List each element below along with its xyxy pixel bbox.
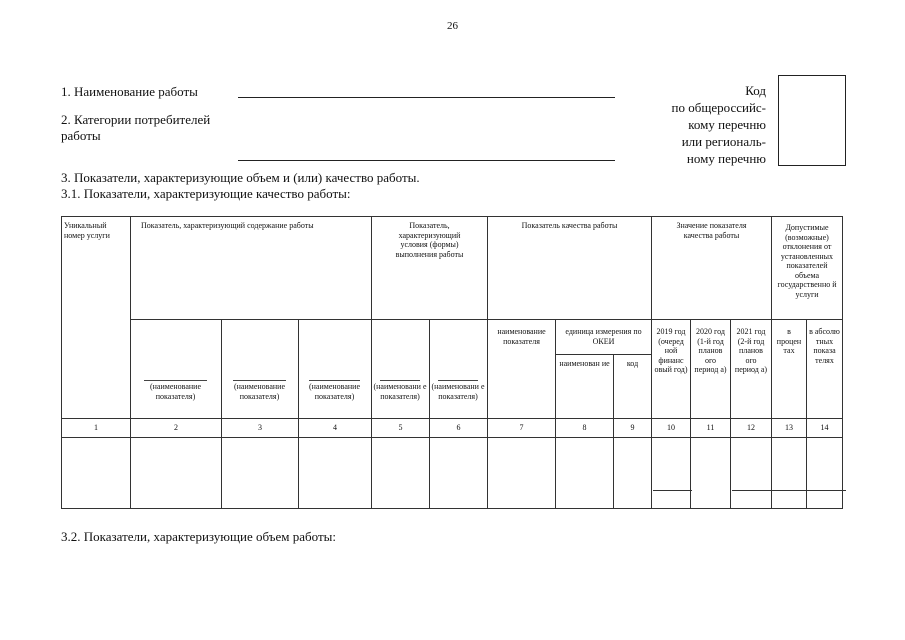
row-divider [653,490,692,491]
condition-indicator-2-label [429,380,487,401]
column-number: 11 [691,419,731,438]
value-2019: 2019 год (очеред ной финанс овый год) [652,320,691,419]
content-indicator-2 [222,320,299,419]
code-line: по общероссийс- [671,100,766,115]
column-number: 9 [614,419,652,438]
consumer-categories-line2: работы [61,128,101,143]
code-label [648,82,766,167]
header-content-indicator: Показатель, характеризующий содержание работы [131,217,372,320]
indicator-name-text: (наименовани е показателя) [431,382,485,401]
content-indicator-1-label [130,380,221,401]
section-3-1-heading: 3.1. Показатели, характеризующие качество работы: [61,186,351,201]
deviation-percent: в процен тах [772,320,807,419]
data-cell[interactable] [222,438,299,509]
quality-indicator-name: наименование показателя [488,320,556,419]
condition-indicator-1 [372,320,430,419]
data-cell[interactable] [372,438,430,509]
column-number: 7 [488,419,556,438]
column-number: 6 [430,419,488,438]
content-indicator-1 [131,320,222,419]
quality-unit-code: код [614,355,652,419]
code-box [778,75,846,166]
data-cell[interactable] [556,438,614,509]
data-cell[interactable] [691,438,731,509]
value-2021: 2021 год (2-й год планов ого период а) [731,320,772,419]
data-cell[interactable] [772,438,807,509]
data-cell[interactable] [430,438,488,509]
header-quality-value: Значение показателя качества работы [652,217,772,320]
blank-line [233,380,287,381]
column-number: 13 [772,419,807,438]
code-line: Код [745,83,766,98]
column-number: 5 [372,419,430,438]
header-unique-number: Уникальный номер услуги [62,217,131,419]
data-cell[interactable] [807,438,843,509]
header-quality-indicator: Показатель качества работы [488,217,652,320]
column-number: 4 [299,419,372,438]
quality-table [61,216,843,509]
data-cell[interactable] [652,438,691,509]
section-3-heading: 3. Показатели, характеризующие объем и (или) качество работы. [61,170,420,185]
data-cell[interactable] [731,438,772,509]
column-number: 3 [222,419,299,438]
condition-indicator-1-label [371,380,429,401]
data-cell[interactable] [299,438,372,509]
indicator-name-text: (наименование показателя) [308,382,360,401]
deviation-absolute: в абсолю тных показа телях [807,320,843,419]
section-3-2-heading: 3.2. Показатели, характеризующие объем работы: [61,529,336,544]
content-indicator-2-label [221,380,298,401]
indicator-name-text: (наименовани е показателя) [373,382,427,401]
blank-line [144,380,208,381]
content-indicator-3 [299,320,372,419]
consumer-categories-line [238,160,615,161]
consumer-categories-line1: 2. Категории потребителей [61,112,211,127]
code-line: или региональ- [681,134,766,149]
column-number: 1 [62,419,131,438]
indicator-name-text: (наименование показателя) [233,382,285,401]
code-line: кому перечню [688,117,766,132]
quality-unit-okei: единица измерения по ОКЕИ [556,320,652,355]
code-line: ному перечню [686,151,766,166]
value-2020: 2020 год (1-й год планов ого период а) [691,320,731,419]
consumer-categories-label [61,112,210,144]
blank-line [380,380,421,381]
quality-unit-name: наименован ие [556,355,614,419]
content-indicator-3-label [298,380,371,401]
work-name-label: 1. Наименование работы [61,84,198,99]
column-number: 12 [731,419,772,438]
data-cell[interactable] [614,438,652,509]
indicator-name-text: (наименование показателя) [149,382,201,401]
column-number: 2 [131,419,222,438]
condition-indicator-2 [430,320,488,419]
blank-line [309,380,360,381]
header-conditions-indicator: Показатель, характеризующий условия (формы) выполнения работы [372,217,488,320]
column-number: 10 [652,419,691,438]
work-name-line [238,97,615,98]
data-cell[interactable] [131,438,222,509]
column-number: 8 [556,419,614,438]
blank-line [438,380,479,381]
data-cell[interactable] [62,438,131,509]
header-deviation: Допустимые (возможные) отклонения от установленных показателей объема государственно й услуги [772,217,843,320]
data-cell[interactable] [488,438,556,509]
column-number: 14 [807,419,843,438]
row-divider [732,490,846,491]
page-number: 26 [447,20,458,32]
